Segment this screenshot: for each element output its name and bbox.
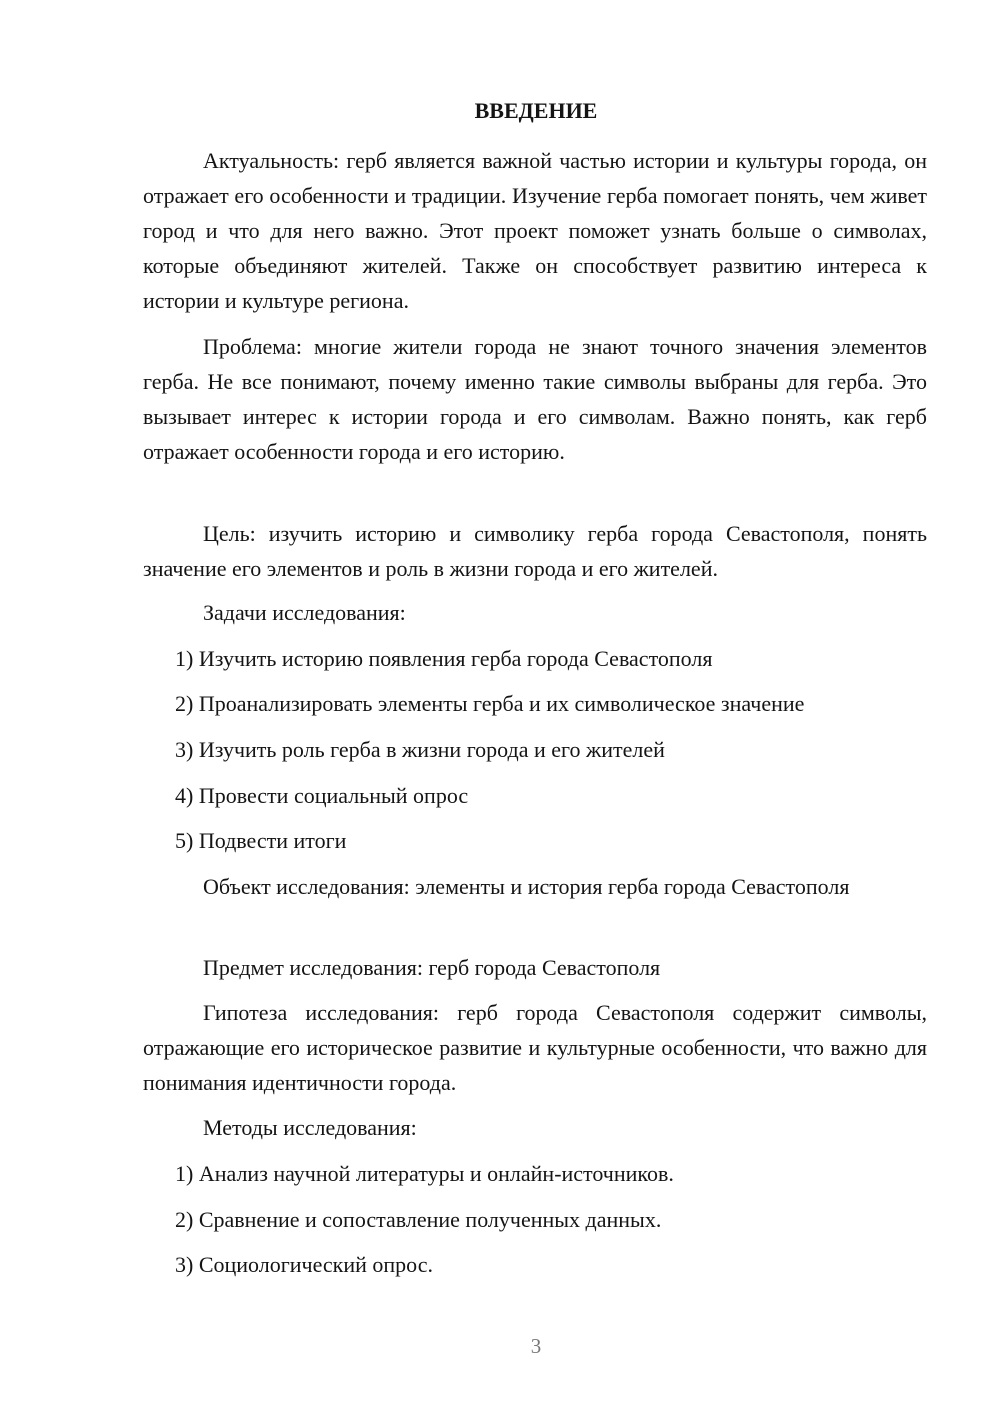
methods-heading: Методы исследования: — [203, 1115, 417, 1140]
task-item: 5) Подвести итоги — [175, 828, 347, 853]
problem-paragraph: Проблема: многие жители города не знают точного значения элементов герба. Не все понимают, почему именно такие символы выбраны для герба. Это вызывает интерес к истории города и его символам. Важно понять, как герб отражает особенности города и его историю. — [143, 334, 927, 464]
object-paragraph: Объект исследования: элементы и история герба города Севастополя — [203, 874, 850, 899]
task-item: 4) Провести социальный опрос — [175, 783, 469, 808]
page-number: 3 — [530, 1334, 542, 1358]
goal-paragraph: Цель: изучить историю и символику герба города Севастополя, понять значение его элементов и роль в жизни города и его жителей. — [143, 521, 927, 581]
task-item: 3) Изучить роль герба в жизни города и его жителей — [175, 737, 665, 762]
section-title: ВВЕДЕНИЕ — [474, 98, 598, 123]
method-item: 2) Сравнение и сопоставление полученных данных. — [175, 1207, 662, 1232]
task-item: 1) Изучить историю появления герба города Севастополя — [175, 646, 713, 671]
method-item: 3) Социологический опрос. — [175, 1252, 433, 1277]
subject-paragraph: Предмет исследования: герб города Севастополя — [203, 955, 661, 980]
task-item: 2) Проанализировать элементы герба и их символическое значение — [175, 691, 805, 716]
tasks-heading: Задачи исследования: — [203, 600, 406, 625]
hypothesis-paragraph: Гипотеза исследования: герб города Севастополя содержит символы, отражающие его историческое развитие и культурные особенности, что важно для понимания идентичности города. — [143, 1000, 927, 1095]
method-item: 1) Анализ научной литературы и онлайн-источников. — [175, 1161, 674, 1186]
relevance-paragraph: Актуальность: герб является важной частью истории и культуры города, он отражает его особенности и традиции. Изучение герба помогает понять, чем живет город и что для него важно. Этот проект поможет узнать больше о символах, которые объединяют жителей. Также он способствует развитию интереса к истории и культуре региона. — [143, 148, 927, 313]
